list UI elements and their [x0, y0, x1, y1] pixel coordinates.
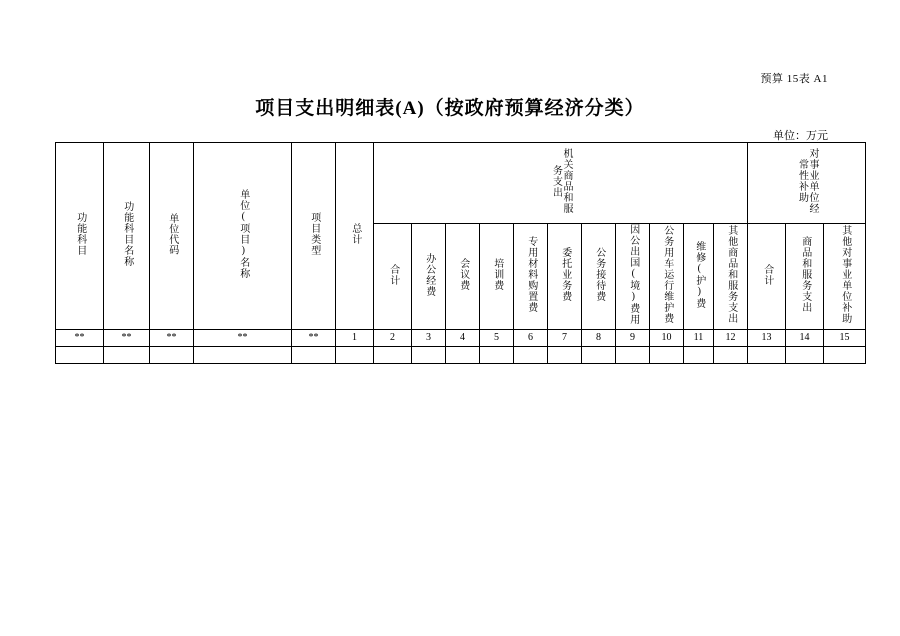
group-header-institution-subsidy [748, 143, 866, 224]
cell-func-subject: ** [56, 330, 104, 347]
header-row-group [56, 143, 866, 224]
cell-number-official-reception-fee: 8 [582, 330, 616, 347]
cell-number-subsidy-total: 13 [748, 330, 786, 347]
col-header-unit-project-name-label: 单位(项目)名称 [237, 189, 249, 280]
col-header-maintenance-fee [684, 224, 714, 330]
col-header-unit-project-name [194, 143, 292, 330]
col-header-total [336, 143, 374, 330]
col-header-entrust-business-fee [548, 224, 582, 330]
cell-blank-10 [480, 347, 514, 364]
cell-number-abroad-fee: 9 [616, 330, 650, 347]
form-code: 预算 15表 A1 [760, 73, 828, 85]
col-header-subsidy-other-label: 其他对事业单位补助 [839, 225, 851, 325]
col-header-func-subject-name-label: 功能科目名称 [121, 201, 133, 268]
cell-number-training-fee: 5 [480, 330, 514, 347]
col-header-vehicle-fee [650, 224, 684, 330]
col-header-office-fee-label: 办公经费 [423, 252, 435, 297]
col-header-training-fee-label: 培训费 [491, 258, 503, 292]
col-header-func-subject-name [104, 143, 150, 330]
group-header-goods-services-label: 机关商品和服务支出 [550, 148, 572, 215]
cell-number-entrust-business-fee: 7 [548, 330, 582, 347]
cell-blank-13 [582, 347, 616, 364]
col-header-subsidy-total-label: 合计 [761, 263, 773, 286]
unit-note: 单位：万元 [773, 130, 828, 142]
col-header-unit-code-label: 单位代码 [166, 213, 178, 256]
col-header-meeting-fee [446, 224, 480, 330]
col-header-official-reception-fee-label: 公务接待费 [593, 247, 605, 303]
col-header-project-type-label: 项目类型 [308, 212, 320, 257]
cell-blank-15 [650, 347, 684, 364]
cell-blank-7 [374, 347, 412, 364]
cell-project-type: ** [292, 330, 336, 347]
cell-blank-11 [514, 347, 548, 364]
col-header-training-fee [480, 224, 514, 330]
col-header-subsidy-goods-services [786, 224, 824, 330]
col-header-vehicle-fee-label: 公务用车运行维护费 [661, 225, 673, 325]
cell-blank-8 [412, 347, 446, 364]
col-header-official-reception-fee [582, 224, 616, 330]
cell-blank-16 [684, 347, 714, 364]
cell-number-other-goods-services: 12 [714, 330, 748, 347]
cell-blank-9 [446, 347, 480, 364]
col-header-abroad-fee [616, 224, 650, 330]
col-header-maintenance-fee-label: 维修(护)费 [693, 240, 705, 309]
page-title: 项目支出明细表(A)（按政府预算经济分类） [255, 98, 645, 119]
cell-blank-19 [786, 347, 824, 364]
cell-number-special-material-fee: 6 [514, 330, 548, 347]
cell-number-subsidy-other: 15 [824, 330, 866, 347]
cell-number-maintenance-fee: 11 [684, 330, 714, 347]
col-header-func-subject-label: 功能科目 [74, 212, 86, 257]
cell-blank-17 [714, 347, 748, 364]
col-header-project-type [292, 143, 336, 330]
col-header-entrust-business-fee-label: 委托业务费 [559, 247, 571, 303]
cell-blank-6 [336, 347, 374, 364]
col-header-abroad-fee-label: 因公出国(境)费用 [627, 224, 639, 326]
group-header-institution-subsidy-label: 对事业单位经常性补助 [796, 148, 818, 215]
col-header-meeting-fee-label: 会议费 [457, 258, 469, 292]
col-header-subsidy-goods-services-label: 商品和服务支出 [799, 236, 811, 314]
col-header-special-material-fee-label: 专用材料购置费 [525, 236, 537, 314]
cell-blank-4 [194, 347, 292, 364]
cell-blank-20 [824, 347, 866, 364]
col-header-total-label: 总计 [349, 223, 361, 246]
cell-blank-12 [548, 347, 582, 364]
cell-blank-14 [616, 347, 650, 364]
table-row [56, 347, 866, 364]
col-header-func-subject [56, 143, 104, 330]
group-header-goods-services [374, 143, 748, 224]
cell-unit-project-name: ** [194, 330, 292, 347]
col-header-goods-services-total [374, 224, 412, 330]
cell-blank-5 [292, 347, 336, 364]
col-header-special-material-fee [514, 224, 548, 330]
table-row [56, 330, 866, 347]
cell-func-subject-name: ** [104, 330, 150, 347]
budget-table [55, 142, 866, 364]
col-header-goods-services-total-label: 合计 [387, 263, 399, 286]
cell-number-total: 1 [336, 330, 374, 347]
col-header-office-fee [412, 224, 446, 330]
col-header-other-goods-services-label: 其他商品和服务支出 [725, 225, 737, 325]
col-header-other-goods-services [714, 224, 748, 330]
cell-blank-2 [104, 347, 150, 364]
cell-number-vehicle-fee: 10 [650, 330, 684, 347]
cell-blank-18 [748, 347, 786, 364]
cell-blank-3 [150, 347, 194, 364]
cell-number-goods-services-total: 2 [374, 330, 412, 347]
col-header-unit-code [150, 143, 194, 330]
col-header-subsidy-other [824, 224, 866, 330]
col-header-subsidy-total [748, 224, 786, 330]
cell-number-meeting-fee: 4 [446, 330, 480, 347]
cell-blank-1 [56, 347, 104, 364]
cell-number-subsidy-goods-services: 14 [786, 330, 824, 347]
cell-unit-code: ** [150, 330, 194, 347]
cell-number-office-fee: 3 [412, 330, 446, 347]
